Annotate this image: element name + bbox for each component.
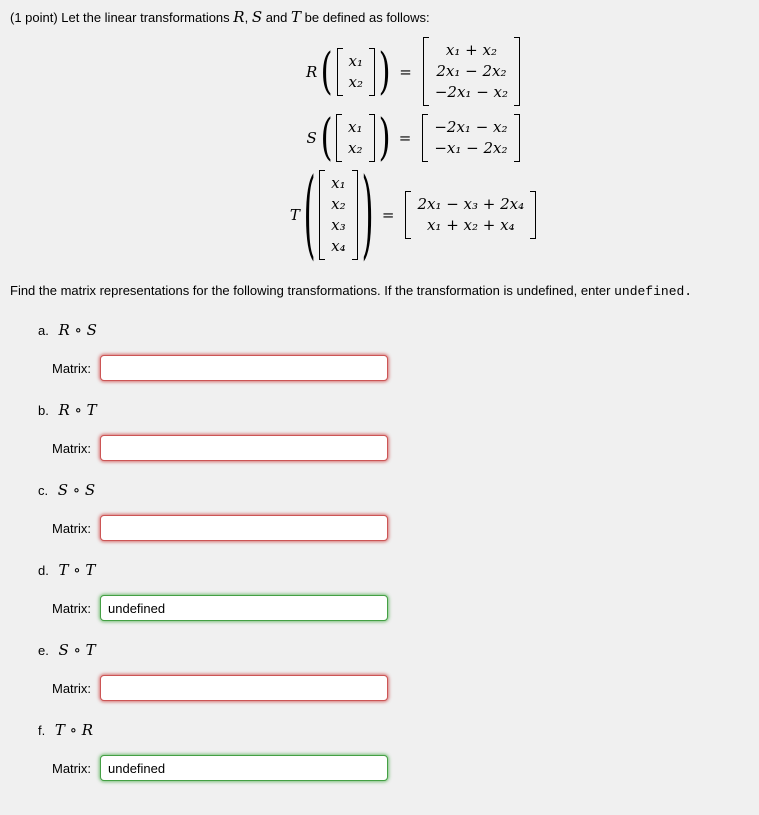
undefined-keyword: undefined. [614, 284, 693, 299]
answer-row [52, 593, 749, 623]
vector-entry: x₄ [331, 237, 346, 255]
equation-S [306, 109, 522, 167]
vector-entry: x₃ [331, 216, 346, 234]
var-T: T [291, 8, 302, 26]
part-label: f. [38, 723, 46, 738]
matrix-label: Matrix: [52, 680, 91, 696]
intro-pre: (1 point) Let the linear transformations [10, 10, 234, 25]
problem-intro [10, 8, 749, 27]
part-d [38, 561, 749, 623]
matrix-answer-input-c[interactable] [100, 515, 388, 541]
part-head [38, 561, 749, 580]
input-vector-R [337, 48, 375, 96]
part-expression: T ∘ R [54, 721, 94, 739]
matrix-answer-input-d[interactable] [100, 595, 388, 621]
part-head [38, 641, 749, 660]
part-f [38, 721, 749, 783]
equation-T [289, 158, 539, 272]
intro-and: and [262, 10, 292, 25]
part-expression: S ∘ S [57, 481, 96, 499]
parts-list [38, 321, 749, 783]
vector-entry: x₁ [331, 174, 346, 192]
part-head [38, 401, 749, 420]
part-label: a. [38, 323, 49, 338]
matrix-label: Matrix: [52, 360, 91, 376]
answer-row [52, 673, 749, 703]
right-paren: ) [378, 109, 391, 167]
intro-comma: , [244, 10, 252, 25]
instruction-text [10, 282, 749, 301]
var-S: S [251, 8, 263, 26]
left-paren: ( [320, 109, 333, 167]
part-expression: T ∘ T [58, 561, 96, 579]
matrix-row: −x₁ − 2x₂ [434, 139, 508, 157]
output-matrix-T [405, 191, 536, 239]
instruction-main: Find the matrix representations for the following transformations. If the transformation is undefined, enter [10, 283, 615, 298]
matrix-label: Matrix: [52, 760, 91, 776]
matrix-answer-input-b[interactable] [100, 435, 388, 461]
matrix-answer-input-f[interactable] [100, 755, 388, 781]
matrix-row: −2x₁ − x₂ [434, 83, 509, 101]
equations-block [80, 37, 749, 272]
part-label: d. [38, 563, 49, 578]
input-vector-T [319, 170, 357, 260]
part-expression: S ∘ T [58, 641, 96, 659]
part-b [38, 401, 749, 463]
matrix-answer-input-e[interactable] [100, 675, 388, 701]
equals-sign: = [398, 129, 412, 147]
left-paren: ( [320, 42, 333, 101]
matrix-row: x₁ + x₂ [445, 41, 497, 59]
matrix-row: 2x₁ − 2x₂ [436, 62, 507, 80]
vector-entry: x₁ [348, 51, 364, 70]
answer-row [52, 513, 749, 543]
part-label: e. [38, 643, 49, 658]
equals-sign: = [399, 62, 412, 81]
matrix-label: Matrix: [52, 600, 91, 616]
equals-sign: = [381, 206, 395, 224]
part-expression: R ∘ S [58, 321, 97, 339]
vector-entry: x₁ [348, 118, 363, 136]
matrix-answer-input-a[interactable] [100, 355, 388, 381]
var-R: R [233, 8, 245, 26]
right-paren: ) [361, 158, 374, 272]
part-a [38, 321, 749, 383]
part-head [38, 721, 749, 740]
matrix-row: x₁ + x₂ + x₄ [426, 216, 515, 234]
intro-post: be defined as follows: [301, 10, 430, 25]
function-name-T: T [289, 206, 300, 224]
matrix-row: −2x₁ − x₂ [434, 118, 508, 136]
function-name-R: R [305, 62, 318, 81]
matrix-label: Matrix: [52, 440, 91, 456]
part-head [38, 481, 749, 500]
left-paren: ( [303, 158, 316, 272]
part-head [38, 321, 749, 340]
answer-row [52, 353, 749, 383]
equation-R [306, 37, 523, 106]
vector-entry: x₂ [331, 195, 346, 213]
part-label: b. [38, 403, 49, 418]
matrix-label: Matrix: [52, 520, 91, 536]
output-matrix-S [422, 114, 519, 162]
input-vector-S [336, 114, 374, 162]
part-label: c. [38, 483, 49, 498]
answer-row [52, 433, 749, 463]
part-expression: R ∘ T [58, 401, 97, 419]
output-matrix-R [423, 37, 520, 106]
part-e [38, 641, 749, 703]
matrix-row: 2x₁ − x₃ + 2x₄ [417, 195, 525, 213]
function-name-S: S [306, 129, 317, 147]
right-paren: ) [378, 42, 391, 101]
vector-entry: x₂ [348, 139, 363, 157]
vector-entry: x₂ [348, 72, 364, 91]
part-c [38, 481, 749, 543]
